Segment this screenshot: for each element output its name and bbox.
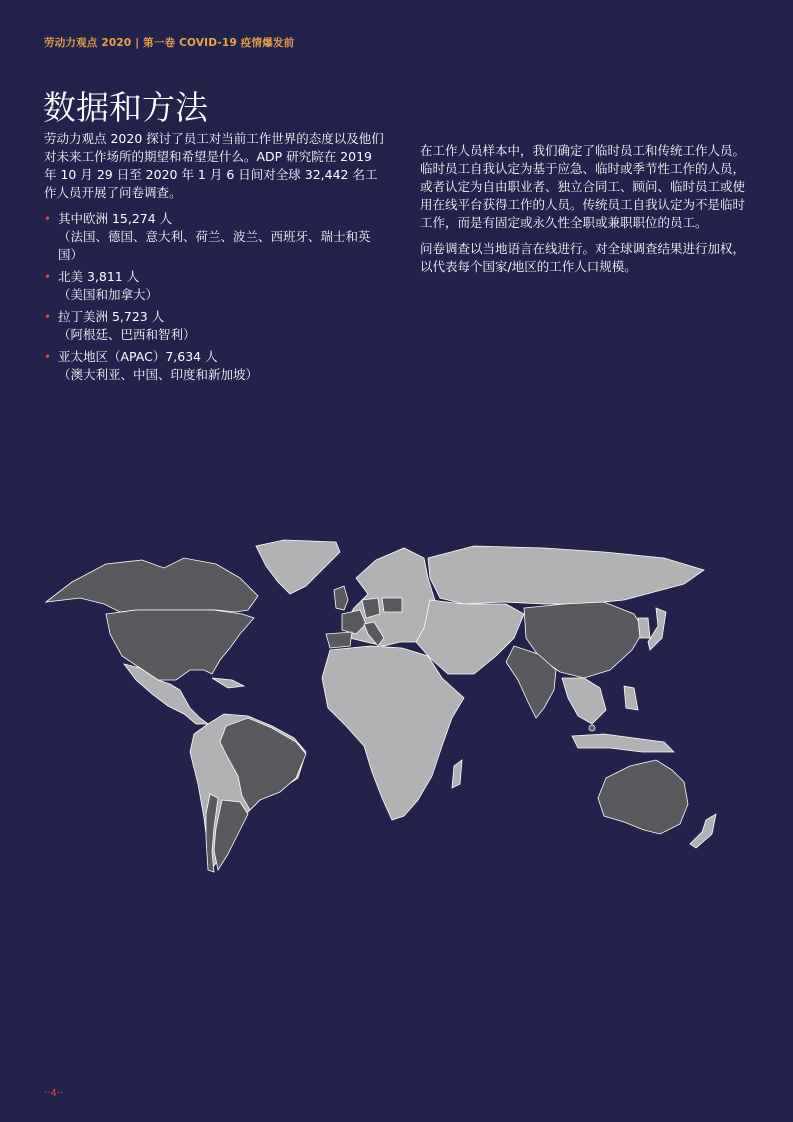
right-column — [420, 142, 750, 276]
region-item-europe — [44, 210, 384, 264]
map-greenland — [256, 540, 340, 594]
region-list — [44, 210, 384, 384]
map-singapore — [589, 725, 595, 731]
sample-paragraph: 在工作人员样本中，我们确定了临时员工和传统工作人员。临时员工自我认定为基于应急、临时或季节性工作的人员，或者认定为自由职业者、独立合同工、顾问、临时员工或使用在线平台获得工作的人员。传统员工自我认定为不是临时工作，而是有固定或永久性全职或兼职职位的员工。 — [420, 143, 746, 230]
map-australia — [598, 760, 688, 834]
bullet-icon: • — [44, 350, 52, 364]
region-detail: （澳大利亚、中国、印度和新加坡） — [58, 367, 259, 382]
intro-paragraph: 劳动力观点 2020 探讨了员工对当前工作世界的态度以及他们对未来工作场所的期望和希望是什么。ADP 研究院在 2019 年 10 月 29 日至 2020 年 1 月 6 日间对全球 32,442 名工作人员开展了问卷调查。 — [44, 131, 384, 200]
page-title: 数据和方法 — [43, 88, 208, 127]
method-paragraph: 问卷调查以当地语言在线进行。对全球调查结果进行加权，以代表每个国家/地区的工作人口规模。 — [420, 241, 746, 274]
world-map — [44, 538, 724, 878]
map-japan — [648, 608, 666, 650]
left-column — [44, 130, 384, 388]
region-item-north-america — [44, 268, 384, 304]
region-label: 拉丁美洲 5,723 人 — [58, 309, 165, 324]
map-caribbean — [212, 678, 244, 688]
region-item-apac — [44, 348, 384, 384]
map-korea — [638, 618, 650, 638]
map-new-zealand — [690, 814, 716, 848]
map-russia — [428, 546, 704, 604]
map-canada — [46, 558, 258, 612]
region-detail: （阿根廷、巴西和智利） — [58, 327, 196, 342]
page-number: ··4·· — [44, 1088, 64, 1099]
map-se-asia — [562, 678, 606, 724]
map-indonesia — [572, 734, 674, 752]
region-label: 其中欧洲 15,274 人 — [58, 211, 173, 226]
region-label: 亚太地区（APAC）7,634 人 — [58, 349, 218, 364]
region-label: 北美 3,811 人 — [58, 269, 140, 284]
map-poland — [382, 598, 402, 612]
map-uk — [334, 586, 348, 610]
bullet-icon: • — [44, 310, 52, 324]
map-africa — [322, 646, 464, 820]
region-item-latin-america — [44, 308, 384, 344]
map-philippines — [624, 686, 638, 710]
running-header: 劳动力观点 2020 | 第一卷 COVID-19 疫情爆发前 — [44, 37, 295, 49]
map-madagascar — [452, 760, 462, 788]
region-detail: （美国和加拿大） — [58, 287, 159, 302]
map-spain — [326, 632, 352, 648]
bullet-icon: • — [44, 270, 52, 284]
region-detail: （法国、德国、意大利、荷兰、波兰、西班牙、瑞士和英国） — [58, 229, 371, 262]
world-map-svg — [44, 538, 724, 878]
bullet-icon: • — [44, 212, 52, 226]
